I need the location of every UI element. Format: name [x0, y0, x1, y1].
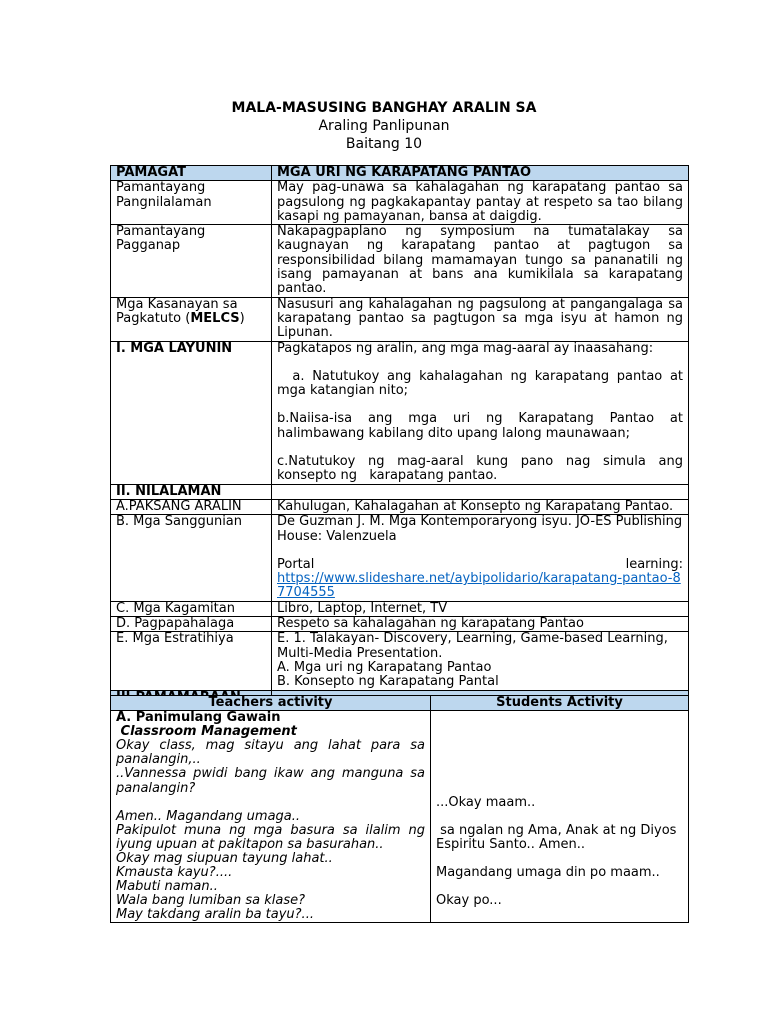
- row-pagganap: [111, 225, 689, 297]
- teacher-line: Kmausta kayu?....: [116, 865, 233, 881]
- teacher-line: May takdang aralin ba tayu?...: [116, 907, 314, 923]
- melcs-abbrev: MELCS: [190, 310, 240, 326]
- melcs-value: Nasusuri ang kahalagahan ng pagsulong at pangangalaga sa karapatang pantao sa pagtugon sa mga isyu at hamon ng Lipunan.: [272, 297, 689, 341]
- teacher-line: Wala bang lumiban sa klase?: [116, 893, 306, 909]
- lesson-plan-table: [110, 165, 689, 706]
- row-sanggunian: [111, 515, 689, 601]
- section-title: A. Panimulang Gawain: [116, 710, 281, 726]
- teacher-line: Okay class, mag sitayu ang lahat para sa panalangin,..: [116, 738, 425, 768]
- portal-line: [277, 558, 683, 572]
- teacher-line: Okay mag siupuan tayung lahat..: [116, 850, 333, 866]
- row-pagpapahalaga: [111, 617, 689, 632]
- kagamitan-value: Libro, Laptop, Internet, TV: [272, 601, 689, 616]
- estratihiya-1: E. 1. Talakayan- Discovery, Learning, Game-based Learning, Multi-Media Presentation.: [277, 631, 668, 661]
- activity-table: [110, 695, 689, 923]
- activity-content-row: [111, 711, 689, 923]
- row-pamagat: [111, 166, 689, 181]
- portal-label: Portal: [277, 556, 315, 572]
- pangnilalaman-value: May pag-unawa sa kahalagahan ng karapatang pantao sa pagsulong ng pagkakapantay pantay at respeto sa tao bilang kasapi ng pamayanan, bansa at daigdig.: [272, 181, 689, 225]
- layunin-value: [272, 341, 689, 484]
- teachers-header: Teachers activity: [111, 696, 431, 711]
- layunin-b: b.Naiisa-isa ang mga uri ng Karapatang Pantao at halimbawang kabilang dito upang lalong maunawaan;: [277, 411, 683, 441]
- estratihiya-3: B. Konsepto ng Karapatang Pantal: [277, 674, 499, 690]
- kagamitan-label: C. Mga Kagamitan: [111, 601, 272, 616]
- melcs-label-text: Mga Kasanayan sa Pagkatuto (: [116, 296, 238, 326]
- row-paksa: [111, 499, 689, 514]
- pamagat-label: PAMAGAT: [111, 166, 272, 181]
- pagpapahalaga-label: D. Pagpapahalaga: [111, 617, 272, 632]
- row-nilalaman: [111, 484, 689, 499]
- sanggunian-value: [272, 515, 689, 601]
- teacher-line: Pakipulot muna ng mga basura sa ilalim ng iyung upuan at pakitapon sa basurahan..: [116, 822, 425, 852]
- row-melcs: [111, 297, 689, 341]
- layunin-a: a. Natutukoy ang kahalagahan ng karapatang pantao at mga katangian nito;: [277, 368, 688, 399]
- row-estratihiya: [111, 632, 689, 690]
- teacher-line: Mabuti naman..: [116, 879, 218, 895]
- student-line: sa ngalan ng Ama, Anak at ng Diyos Espiritu Santo.. Amen..: [436, 823, 681, 853]
- document-header: [0, 100, 768, 153]
- document-subject: Araling Panlipunan: [318, 118, 450, 134]
- row-layunin: [111, 341, 689, 484]
- pangnilalaman-label: Pamantayang Pangnilalaman: [111, 181, 272, 225]
- document-title: MALA-MASUSING BANGHAY ARALIN SA: [231, 100, 537, 116]
- layunin-label: I. MGA LAYUNIN: [111, 341, 272, 484]
- students-header: Students Activity: [431, 696, 689, 711]
- estratihiya-2: A. Mga uri ng Karapatang Pantao: [277, 659, 492, 675]
- student-line: Magandang umaga din po maam..: [436, 865, 660, 881]
- pagganap-value: Nakapagpaplano ng symposium na tumatalakay sa kaugnayan ng karapatang pantao at pagtugon sa responsibilidad bilang mamamayan tungo sa pananatili ng isang pamayanan at bans ana kumikilala sa karapatang pantao.: [272, 225, 689, 297]
- teacher-line: Amen.. Magandang umaga..: [116, 808, 301, 824]
- pamagat-value: MGA URI NG KARAPATANG PANTAO: [272, 166, 689, 181]
- row-pangnilalaman: [111, 181, 689, 225]
- nilalaman-value: [272, 484, 689, 499]
- melcs-label-close: ): [239, 310, 245, 326]
- student-activity-cell: [431, 711, 689, 923]
- teacher-line: ..Vannessa pwidi bang ikaw ang manguna sa panalangin?: [116, 766, 425, 796]
- document-grade: Baitang 10: [345, 136, 423, 152]
- section-subtitle: Classroom Management: [116, 724, 297, 740]
- portal-link[interactable]: https://www.slideshare.net/aybipolidario/karapatang-pantao-87704555: [277, 571, 681, 601]
- student-line: ...Okay maam..: [436, 795, 536, 811]
- student-line: Okay po...: [436, 893, 502, 909]
- nilalaman-label: II. NILALAMAN: [111, 484, 272, 499]
- pagpapahalaga-value: Respeto sa kahalagahan ng karapatang Pantao: [272, 617, 689, 632]
- paksa-value: Kahulugan, Kahalagahan at Konsepto ng Karapatang Pantao.: [272, 499, 689, 514]
- portal-learning: learning:: [625, 556, 683, 572]
- sanggunian-text: De Guzman J. M. Mga Kontemporaryong isyu. JO-ES Publishing House: Valenzuela: [277, 514, 683, 544]
- pagganap-label: Pamantayang Pagganap: [111, 225, 272, 297]
- layunin-c: c.Natutukoy ng mag-aaral kung pano nag simula ang konsepto ng karapatang pantao.: [277, 454, 688, 484]
- row-kagamitan: [111, 601, 689, 616]
- activity-header-row: [111, 696, 689, 711]
- estratihiya-label: E. Mga Estratihiya: [111, 632, 272, 690]
- paksa-label: A.PAKSANG ARALIN: [111, 499, 272, 514]
- teacher-activity-cell: [111, 711, 431, 923]
- melcs-label: [111, 297, 272, 341]
- sanggunian-label: B. Mga Sanggunian: [111, 515, 272, 601]
- estratihiya-value: [272, 632, 689, 690]
- layunin-intro: Pagkatapos ng aralin, ang mga mag-aaral ay inaasahang:: [277, 340, 654, 356]
